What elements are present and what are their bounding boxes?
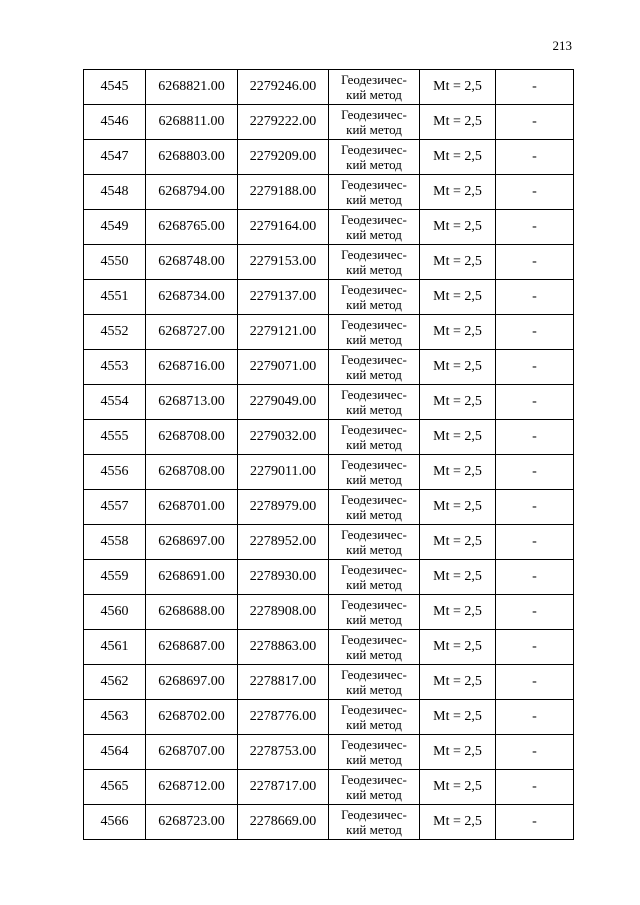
accuracy-cell: Mt = 2,5 [420,455,496,490]
table-row [84,735,574,770]
method-line-2: кий метод [346,682,402,697]
y-coordinate-cell: 2278717.00 [238,770,329,805]
point-number-cell: 4563 [84,700,146,735]
point-number-cell: 4554 [84,385,146,420]
method-line-1: Геодезичес- [341,562,407,577]
point-number-cell: 4551 [84,280,146,315]
accuracy-cell: Mt = 2,5 [420,700,496,735]
table-row [84,525,574,560]
table-row [84,350,574,385]
method-line-2: кий метод [346,297,402,312]
point-number-cell: 4565 [84,770,146,805]
coordinates-table-body [84,70,574,840]
method-line-1: Геодезичес- [341,702,407,717]
accuracy-cell: Mt = 2,5 [420,280,496,315]
x-coordinate-cell: 6268716.00 [146,350,238,385]
x-coordinate-cell: 6268765.00 [146,210,238,245]
table-row [84,455,574,490]
note-cell: - [496,175,574,210]
accuracy-cell: Mt = 2,5 [420,420,496,455]
method-line-1: Геодезичес- [341,317,407,332]
y-coordinate-cell: 2279164.00 [238,210,329,245]
note-cell: - [496,350,574,385]
table-row [84,245,574,280]
method-line-1: Геодезичес- [341,282,407,297]
method-line-1: Геодезичес- [341,492,407,507]
accuracy-cell: Mt = 2,5 [420,70,496,105]
method-line-1: Геодезичес- [341,597,407,612]
method-line-1: Геодезичес- [341,667,407,682]
x-coordinate-cell: 6268712.00 [146,770,238,805]
table-row [84,70,574,105]
point-number-cell: 4564 [84,735,146,770]
note-cell: - [496,595,574,630]
method-line-1: Геодезичес- [341,737,407,752]
y-coordinate-cell: 2278669.00 [238,805,329,840]
x-coordinate-cell: 6268723.00 [146,805,238,840]
note-cell: - [496,70,574,105]
y-coordinate-cell: 2278817.00 [238,665,329,700]
y-coordinate-cell: 2279071.00 [238,350,329,385]
note-cell: - [496,665,574,700]
method-cell [329,665,420,700]
method-line-1: Геодезичес- [341,387,407,402]
note-cell: - [496,770,574,805]
method-line-2: кий метод [346,717,402,732]
point-number-cell: 4549 [84,210,146,245]
table-row [84,560,574,595]
table-row [84,385,574,420]
note-cell: - [496,385,574,420]
method-line-2: кий метод [346,507,402,522]
method-cell [329,315,420,350]
x-coordinate-cell: 6268691.00 [146,560,238,595]
method-cell [329,560,420,595]
note-cell: - [496,560,574,595]
method-line-1: Геодезичес- [341,247,407,262]
method-line-2: кий метод [346,227,402,242]
method-line-2: кий метод [346,577,402,592]
point-number-cell: 4552 [84,315,146,350]
note-cell: - [496,735,574,770]
y-coordinate-cell: 2279209.00 [238,140,329,175]
x-coordinate-cell: 6268794.00 [146,175,238,210]
method-line-1: Геодезичес- [341,142,407,157]
point-number-cell: 4560 [84,595,146,630]
x-coordinate-cell: 6268701.00 [146,490,238,525]
table-row [84,700,574,735]
note-cell: - [496,700,574,735]
method-line-2: кий метод [346,367,402,382]
method-line-2: кий метод [346,542,402,557]
x-coordinate-cell: 6268727.00 [146,315,238,350]
y-coordinate-cell: 2278979.00 [238,490,329,525]
method-cell [329,770,420,805]
table-row [84,420,574,455]
x-coordinate-cell: 6268821.00 [146,70,238,105]
method-cell [329,210,420,245]
y-coordinate-cell: 2278753.00 [238,735,329,770]
method-line-1: Геодезичес- [341,632,407,647]
accuracy-cell: Mt = 2,5 [420,105,496,140]
method-cell [329,630,420,665]
accuracy-cell: Mt = 2,5 [420,735,496,770]
method-line-2: кий метод [346,612,402,627]
y-coordinate-cell: 2278863.00 [238,630,329,665]
method-line-1: Геодезичес- [341,212,407,227]
y-coordinate-cell: 2278952.00 [238,525,329,560]
coordinates-table [83,69,574,840]
point-number-cell: 4550 [84,245,146,280]
y-coordinate-cell: 2279137.00 [238,280,329,315]
note-cell: - [496,455,574,490]
point-number-cell: 4545 [84,70,146,105]
point-number-cell: 4557 [84,490,146,525]
method-line-1: Геодезичес- [341,352,407,367]
point-number-cell: 4566 [84,805,146,840]
x-coordinate-cell: 6268803.00 [146,140,238,175]
method-line-2: кий метод [346,647,402,662]
page-number: 213 [552,38,572,53]
accuracy-cell: Mt = 2,5 [420,140,496,175]
note-cell: - [496,315,574,350]
point-number-cell: 4556 [84,455,146,490]
accuracy-cell: Mt = 2,5 [420,805,496,840]
method-cell [329,105,420,140]
y-coordinate-cell: 2279049.00 [238,385,329,420]
method-line-2: кий метод [346,157,402,172]
point-number-cell: 4546 [84,105,146,140]
accuracy-cell: Mt = 2,5 [420,385,496,420]
x-coordinate-cell: 6268734.00 [146,280,238,315]
accuracy-cell: Mt = 2,5 [420,560,496,595]
y-coordinate-cell: 2278908.00 [238,595,329,630]
method-line-2: кий метод [346,402,402,417]
method-cell [329,420,420,455]
accuracy-cell: Mt = 2,5 [420,315,496,350]
point-number-cell: 4559 [84,560,146,595]
method-cell [329,350,420,385]
note-cell: - [496,140,574,175]
method-cell [329,700,420,735]
method-cell [329,140,420,175]
point-number-cell: 4558 [84,525,146,560]
point-number-cell: 4547 [84,140,146,175]
method-line-1: Геодезичес- [341,772,407,787]
accuracy-cell: Mt = 2,5 [420,210,496,245]
table-row [84,490,574,525]
accuracy-cell: Mt = 2,5 [420,595,496,630]
method-cell [329,455,420,490]
point-number-cell: 4561 [84,630,146,665]
accuracy-cell: Mt = 2,5 [420,350,496,385]
note-cell: - [496,245,574,280]
table-row [84,280,574,315]
accuracy-cell: Mt = 2,5 [420,490,496,525]
x-coordinate-cell: 6268702.00 [146,700,238,735]
accuracy-cell: Mt = 2,5 [420,175,496,210]
x-coordinate-cell: 6268697.00 [146,525,238,560]
method-line-2: кий метод [346,822,402,837]
method-line-1: Геодезичес- [341,422,407,437]
x-coordinate-cell: 6268708.00 [146,455,238,490]
table-row [84,770,574,805]
point-number-cell: 4562 [84,665,146,700]
method-cell [329,280,420,315]
x-coordinate-cell: 6268687.00 [146,630,238,665]
method-cell [329,525,420,560]
method-line-2: кий метод [346,752,402,767]
method-line-1: Геодезичес- [341,807,407,822]
method-line-1: Геодезичес- [341,177,407,192]
method-cell [329,175,420,210]
note-cell: - [496,805,574,840]
point-number-cell: 4548 [84,175,146,210]
x-coordinate-cell: 6268697.00 [146,665,238,700]
method-line-2: кий метод [346,262,402,277]
note-cell: - [496,210,574,245]
table-row [84,210,574,245]
table-row [84,140,574,175]
x-coordinate-cell: 6268748.00 [146,245,238,280]
note-cell: - [496,630,574,665]
method-line-2: кий метод [346,122,402,137]
x-coordinate-cell: 6268713.00 [146,385,238,420]
x-coordinate-cell: 6268811.00 [146,105,238,140]
accuracy-cell: Mt = 2,5 [420,665,496,700]
method-line-1: Геодезичес- [341,457,407,472]
method-cell [329,490,420,525]
method-cell [329,70,420,105]
table-row [84,665,574,700]
accuracy-cell: Mt = 2,5 [420,770,496,805]
method-cell [329,735,420,770]
accuracy-cell: Mt = 2,5 [420,525,496,560]
table-row [84,595,574,630]
note-cell: - [496,105,574,140]
method-line-2: кий метод [346,472,402,487]
y-coordinate-cell: 2278776.00 [238,700,329,735]
y-coordinate-cell: 2279188.00 [238,175,329,210]
method-line-1: Геодезичес- [341,107,407,122]
note-cell: - [496,280,574,315]
y-coordinate-cell: 2279032.00 [238,420,329,455]
point-number-cell: 4553 [84,350,146,385]
table-row [84,315,574,350]
method-line-2: кий метод [346,437,402,452]
method-line-1: Геодезичес- [341,527,407,542]
method-line-2: кий метод [346,787,402,802]
point-number-cell: 4555 [84,420,146,455]
accuracy-cell: Mt = 2,5 [420,245,496,280]
method-cell [329,385,420,420]
method-line-2: кий метод [346,192,402,207]
table-row [84,175,574,210]
x-coordinate-cell: 6268708.00 [146,420,238,455]
method-cell [329,595,420,630]
table-row [84,105,574,140]
method-cell [329,245,420,280]
table-row [84,630,574,665]
y-coordinate-cell: 2278930.00 [238,560,329,595]
y-coordinate-cell: 2279153.00 [238,245,329,280]
accuracy-cell: Mt = 2,5 [420,630,496,665]
y-coordinate-cell: 2279246.00 [238,70,329,105]
method-line-2: кий метод [346,87,402,102]
note-cell: - [496,490,574,525]
y-coordinate-cell: 2279121.00 [238,315,329,350]
note-cell: - [496,420,574,455]
y-coordinate-cell: 2279011.00 [238,455,329,490]
y-coordinate-cell: 2279222.00 [238,105,329,140]
table-row [84,805,574,840]
method-cell [329,805,420,840]
method-line-2: кий метод [346,332,402,347]
method-line-1: Геодезичес- [341,72,407,87]
x-coordinate-cell: 6268707.00 [146,735,238,770]
x-coordinate-cell: 6268688.00 [146,595,238,630]
note-cell: - [496,525,574,560]
